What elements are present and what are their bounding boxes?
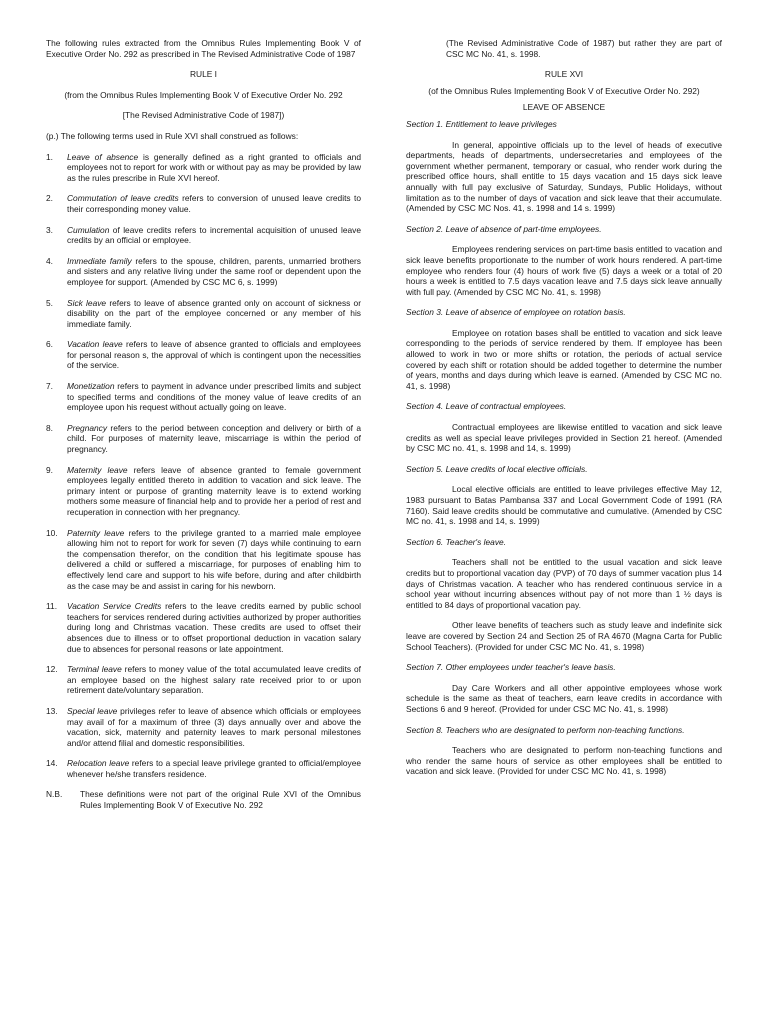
definition-term: Maternity leave bbox=[67, 464, 128, 475]
definition-text: refers to payment in advance under prescribed limits and subject to specified terms and conditions of the money value of leave credits of an employee upon his request without actually going on leave. bbox=[67, 381, 361, 413]
definition-item bbox=[46, 601, 361, 654]
definition-item bbox=[46, 225, 361, 246]
rule-i-source: (from the Omnibus Rules Implementing Book V of Executive Order No. 292 bbox=[64, 89, 343, 100]
definition-body bbox=[67, 664, 361, 696]
definition-term: Commutation of leave credits bbox=[67, 193, 179, 204]
nb-note bbox=[46, 789, 361, 810]
definition-term: Terminal leave bbox=[67, 664, 122, 675]
definition-text: refers to the period between conception and delivery or birth of a child. For purposes of maternity leave, miscarriage is within the period of pregnancy. bbox=[67, 422, 361, 455]
definition-text: privileges refer to leave of absence which officials or employees may avail of for a maximum of three (3) days annually over and above the vacation, sick, maternity and paternity leaves to mark personal milestones and/or attend filial and domestic responsibilities. bbox=[67, 705, 361, 748]
definition-term: Monetization bbox=[67, 381, 115, 392]
leave-of-absence-title: LEAVE OF ABSENCE bbox=[522, 102, 606, 113]
definition-item bbox=[46, 758, 361, 779]
definition-number: 7. bbox=[46, 381, 53, 392]
left-column bbox=[46, 38, 361, 811]
section-heading: Section 3. Leave of absence of employee on rotation basis. bbox=[406, 307, 626, 318]
definition-term: Vacation Service Credits bbox=[67, 601, 162, 612]
definition-number: 12. bbox=[46, 664, 58, 675]
definition-text: refers to conversion of unused leave credits to their corresponding money value. bbox=[67, 193, 361, 214]
section-paragraph: Teachers shall not be entitled to the usual vacation and sick leave credits but to proportional vacation day (PVP) of 70 days of summer vacation plus 14 days of Christmas vacation. A teacher who has rendered continuous service in a school year without incurring absences without pay of not more than 1 ½ days is entitled to 84 days of proportional vacation pay. bbox=[406, 557, 722, 610]
definition-term: Paternity leave bbox=[67, 527, 125, 538]
definition-body bbox=[67, 528, 361, 592]
definition-item bbox=[46, 256, 361, 288]
terms-intro: (p.) The following terms used in Rule XVI shall construed as follows: bbox=[46, 130, 299, 141]
definition-number: 14. bbox=[46, 758, 58, 769]
definition-term: Pregnancy bbox=[67, 422, 108, 433]
section-paragraph: Teachers who are designated to perform non-teaching functions and who render the same hours of service as other employees shall be entitled to vacation and sick leave. (Provided for under CSC MC No. 41, s. 1998) bbox=[406, 745, 722, 777]
section-heading: Section 1. Entitlement to leave privileges bbox=[406, 118, 557, 129]
definition-body bbox=[67, 601, 361, 654]
definition-number: 2. bbox=[46, 193, 53, 204]
sections-list bbox=[406, 119, 722, 777]
definition-number: 1. bbox=[46, 151, 53, 162]
definition-number: 6. bbox=[46, 339, 53, 350]
section-paragraph: Employee on rotation bases shall be entitled to vacation and sick leave corresponding to the periods of service rendered by them. If employee has been allowed to work in two or more shifts or rotation, the periods of actual service covered by each shift or rotation should be added together to determine the number of years, months and days during which leave is earned. (Amended by CSC MC no. 41, s. 1998) bbox=[406, 327, 722, 391]
definition-text: refers to the leave credits earned by public school teachers for services rendered during activities authorized by proper authorities during long and Christmas vacation. These credits are used to offset their absences due to illness or to offset proportional deduction in vacation salary due to absences for personal reasons or late appointment. bbox=[67, 601, 362, 654]
definition-term: Cumulation bbox=[67, 224, 110, 235]
section-paragraph: Local elective officials are entitled to leave privileges effective May 12, 1983 pursuant to Batas Pambansa 337 and Local Government Code of 1991 (RA 7160). Said leave credits should be commutative and cumulative. (Amended by CSC MC no. 41, s. 1998 and 14, s. 1999) bbox=[406, 484, 722, 527]
definition-text: refers to leave of absence granted to officials and employees for personal reason s, the approval of which is contingent upon the necessities of the service. bbox=[67, 339, 361, 371]
section-paragraph: In general, appointive officials up to the level of heads of executive departments, heads of departments, undersecretaries and employees of the government whether permanent, temporary or casual, who render work during the prescribed office hours, shall entitle to 15 days vacation and 15 days sick leave annually with full pay exclusive of Saturday, Sundays, Public Holidays, without limitation as to the number of days of vacation and sick leave that their accumulate. (Amended by CSC MC Nos. 41, s. 1998 and 14 s. 1999) bbox=[406, 139, 722, 214]
definition-text: of leave credits refers to incremental acquisition of unused leave credits by an official or employee. bbox=[67, 224, 361, 246]
definition-item bbox=[46, 193, 361, 214]
definition-number: 4. bbox=[46, 255, 53, 266]
definition-number: 5. bbox=[46, 297, 53, 308]
definition-body bbox=[67, 339, 361, 371]
section-heading: Section 7. Other employees under teacher's leave basis. bbox=[406, 662, 616, 673]
definition-body bbox=[67, 465, 361, 518]
nb-continuation: (The Revised Administrative Code of 1987) but rather they are part of CSC MC No. 41, s. 1998. bbox=[446, 38, 722, 59]
definition-body bbox=[67, 758, 361, 779]
definition-term: Relocation leave bbox=[67, 758, 130, 769]
definition-item bbox=[46, 152, 361, 184]
rule-i-code: [The Revised Administrative Code of 1987]) bbox=[122, 110, 285, 121]
section-heading: Section 4. Leave of contractual employees. bbox=[406, 401, 567, 412]
definition-item bbox=[46, 664, 361, 696]
definition-number: 8. bbox=[46, 422, 53, 433]
definition-body bbox=[67, 381, 361, 413]
definition-body bbox=[67, 225, 361, 246]
definition-term: Immediate family bbox=[67, 255, 132, 266]
definition-text: refers leave of absence granted to female government employees legally entitled thereto in addition to vacation and sick leave. The primary intent or purpose of granting maternity leave is to extend working mothers some measure of financial help and to provide her a period of rest and recuperation in connection with her pregnancy. bbox=[67, 464, 361, 517]
definition-number: 11. bbox=[46, 601, 58, 612]
definition-item bbox=[46, 339, 361, 371]
intro-paragraph: The following rules extracted from the Omnibus Rules Implementing Book V of Executive Order No. 292 as prescribed in The Revised Administrative Code of 1987 bbox=[46, 38, 361, 59]
definition-body bbox=[67, 152, 361, 184]
definition-text: refers to leave of absence granted only on account of sickness or disability on the part of the employee concerned or any member of his immediate family. bbox=[67, 297, 362, 329]
definition-text: refers to money value of the total accumulated leave credits of an employee based on the highest salary rate received prior to or upon retirement date/voluntary separation. bbox=[67, 664, 362, 696]
section-paragraph: Day Care Workers and all other appointive employees whose work schedule is the same as theat of teachers, earn leave credits in accordance with Sections 6 and 9 hereof. (Provided for under CSC MC No. 41, s. 1998) bbox=[406, 682, 722, 714]
definition-term: Vacation leave bbox=[67, 339, 123, 350]
definition-number: 3. bbox=[46, 224, 53, 235]
definition-text: refers to the privilege granted to a married male employee allowing him not to report for work for seven (7) days while continuing to earn the compensation therefor, on the condition that his legitimate spouse has delivered a child or suffered a miscarriage, for purposes of enabling him to effectively lend care and support to his wife before, during and after childbirth as the case may be and assist in caring for his newborn. bbox=[67, 527, 361, 591]
definition-item bbox=[46, 528, 361, 592]
right-column bbox=[406, 38, 722, 787]
definition-body bbox=[67, 193, 361, 214]
nb-continuation-block bbox=[406, 38, 722, 59]
definition-text: refers to the spouse, children, parents, unmarried brothers and sisters and any relative living under the same roof or dependent upon the employee for support. (Amended by CSC MC 6, s. 1999) bbox=[67, 255, 361, 287]
definition-body bbox=[67, 423, 361, 455]
definition-text: is generally defined as a right granted to officials and employees not to report for work with or without pay as may be provided by law as the rules prescribe in Rule XVI hereof. bbox=[67, 151, 361, 183]
section-paragraph: Contractual employees are likewise entitled to vacation and sick leave credits as well as special leave privileges provided in Section 21 hereof. (Amended by CSC MC no. 41, s. 1998 and 14, s. 1999) bbox=[406, 422, 722, 454]
definition-item bbox=[46, 465, 361, 518]
section-heading: Section 6. Teacher's leave. bbox=[406, 536, 506, 547]
nb-label: N.B. bbox=[46, 789, 63, 800]
rule-i-heading: RULE I bbox=[190, 69, 217, 80]
nb-text: These definitions were not part of the original Rule XVI of the Omnibus Rules Implementing Book V of Executive No. 292 bbox=[80, 789, 361, 811]
section-paragraph: Employees rendering services on part-time basis entitled to vacation and sick leave benefits proportionate to the number of work hours rendered. A part-time employee who renders four (4) hours of work five (5) days a week or a total of 20 hours a week is entitled to 7.5 days vacation leave and 7.5 days sick leave annually with full pay. (Amended by CSC MC No. 41, s. 1998) bbox=[406, 244, 722, 297]
definition-item bbox=[46, 381, 361, 413]
definition-text: refers to a special leave privilege granted to official/employee whenever he/she transfers residence. bbox=[67, 758, 362, 779]
definition-item bbox=[46, 706, 361, 748]
definition-term: Leave of absence bbox=[67, 151, 139, 162]
section-heading: Section 8. Teachers who are designated to perform non-teaching functions. bbox=[406, 724, 685, 735]
definitions-list bbox=[46, 152, 361, 780]
definition-body bbox=[67, 256, 361, 288]
rule-xvi-heading: RULE XVI bbox=[544, 69, 584, 80]
section-heading: Section 5. Leave credits of local elective officials. bbox=[406, 463, 588, 474]
section-paragraph: Other leave benefits of teachers such as study leave and indefinite sick leave are covered by Section 24 and Section 25 of RA 4670 (Magna Carta for Public School Teachers). (Provided for under CSC MC No. 41, s. 1998) bbox=[406, 620, 722, 652]
definition-body bbox=[67, 706, 361, 748]
definition-number: 13. bbox=[46, 705, 58, 716]
definition-body bbox=[67, 298, 361, 330]
section-heading: Section 2. Leave of absence of part-time employees. bbox=[406, 223, 602, 234]
definition-number: 9. bbox=[46, 464, 53, 475]
definition-item bbox=[46, 423, 361, 455]
definition-term: Special leave bbox=[67, 705, 118, 716]
definition-number: 10. bbox=[46, 527, 58, 538]
rule-xvi-subtitle: (of the Omnibus Rules Implementing Book V of Executive Order No. 292) bbox=[428, 85, 700, 96]
definition-term: Sick leave bbox=[67, 297, 107, 308]
definition-item bbox=[46, 298, 361, 330]
